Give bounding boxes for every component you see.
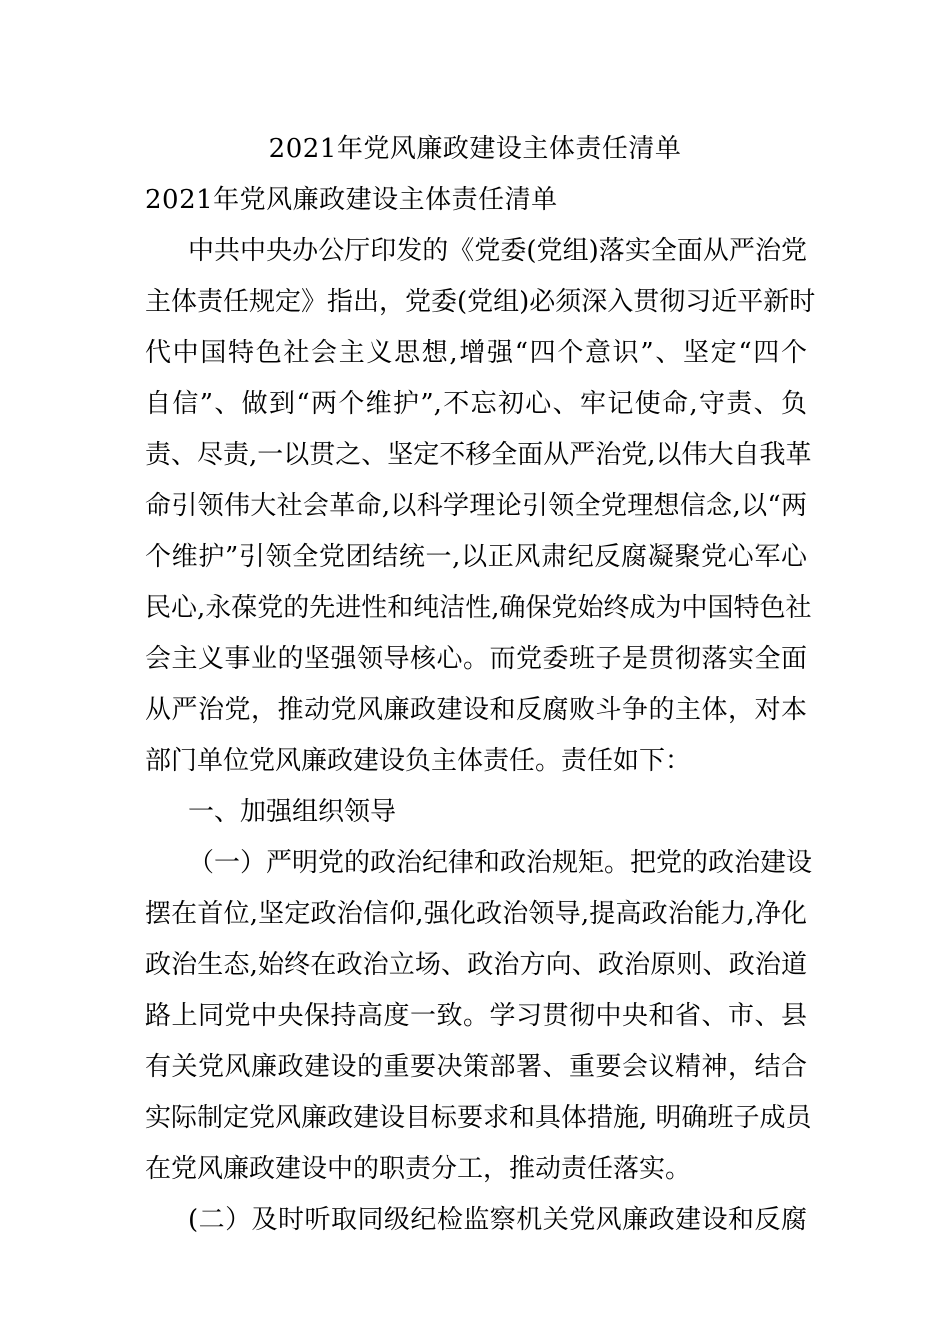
paragraph-line: 民心,永葆党的先进性和纯洁性,确保党始终成为中国特色社	[145, 593, 812, 623]
paragraph-line: 自信”、做到“两个维护”,不忘初心、牢记使命,守责、负	[145, 389, 807, 419]
paragraph-line: 有关党风廉政建设的重要决策部署、重要会议精神，结合	[145, 1052, 807, 1082]
paragraph-line: 个维护”引领全党团结统一,以正风肃纪反腐凝聚党心军心	[145, 542, 807, 572]
paragraph-line: 部门单位党风廉政建设负主体责任。责任如下：	[145, 746, 692, 776]
paragraph-line: 命引领伟大社会革命,以科学理论引领全党理想信念,以“两	[145, 491, 807, 521]
paragraph-line: 主体责任规定》指出，党委(党组)必须深入贯彻习近平新时	[145, 287, 816, 317]
paragraph-line: 中共中央办公厅印发的《党委(党组)落实全面从严治党	[188, 236, 807, 266]
paragraph-line: 责、尽责,一以贯之、坚定不移全面从严治党,以伟大自我革	[145, 440, 812, 470]
document-title: 2021年党风廉政建设主体责任清单	[268, 134, 682, 164]
section-heading: 一、加强组织领导	[188, 797, 397, 827]
paragraph-line: 政治生态,始终在政治立场、政治方向、政治原则、政治道	[145, 950, 807, 980]
paragraph-line: 会主义事业的坚强领导核心。而党委班子是贯彻落实全面	[145, 644, 807, 674]
paragraph-line: 路上同党中央保持高度一致。学习贯彻中央和省、市、县	[145, 1001, 807, 1031]
document-subtitle: 2021年党风廉政建设主体责任清单	[145, 185, 558, 215]
paragraph-line: （一）严明党的政治纪律和政治规矩。把党的政治建设	[188, 848, 813, 878]
paragraph-line: 实际制定党风廉政建设目标要求和具体措施, 明确班子成员	[145, 1103, 812, 1133]
paragraph-line: 从严治党，推动党风廉政建设和反腐败斗争的主体，对本	[145, 695, 807, 725]
paragraph-line: (二）及时听取同级纪检监察机关党风廉政建设和反腐	[188, 1205, 807, 1235]
paragraph-line: 摆在首位,坚定政治信仰,强化政治领导,提高政治能力,净化	[145, 899, 807, 929]
paragraph-line: 在党风廉政建设中的职责分工，推动责任落实。	[145, 1154, 692, 1184]
paragraph-line: 代中国特色社会主义思想,增强“四个意识”、坚定“四个	[145, 338, 807, 368]
